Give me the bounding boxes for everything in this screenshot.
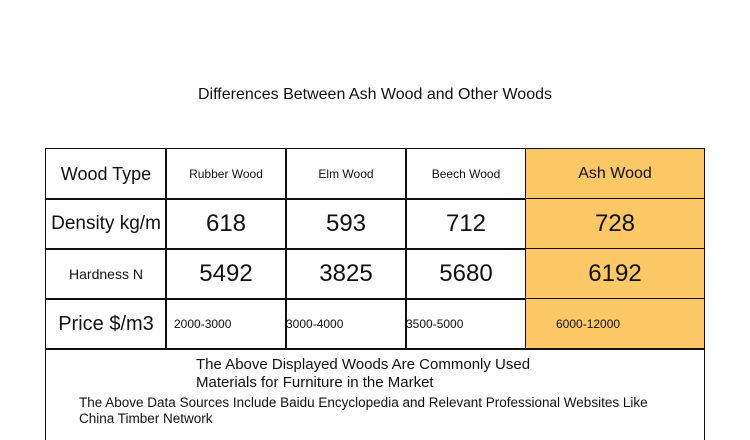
hardness-rubber: 5492 [165, 248, 287, 300]
density-rubber: 618 [165, 198, 287, 250]
header-beech-wood: Beech Wood [405, 148, 527, 200]
row-label-price: Price $/m3 [45, 298, 167, 350]
price-cell-rubber [165, 298, 287, 350]
comparison-table [45, 148, 705, 440]
density-ash: 728 [525, 198, 705, 250]
notes-box [45, 348, 705, 440]
price-beech: 3500-5000 [406, 317, 464, 331]
hardness-beech: 5680 [405, 248, 527, 300]
row-label-density: Density kg/m [45, 198, 167, 250]
density-elm: 593 [285, 198, 407, 250]
header-elm-wood: Elm Wood [285, 148, 407, 200]
hardness-elm: 3825 [285, 248, 407, 300]
price-rubber: 2000-3000 [174, 317, 232, 331]
header-wood-type: Wood Type [45, 148, 167, 200]
row-label-hardness: Hardness N [45, 248, 167, 300]
price-cell-beech [405, 298, 527, 350]
price-cell-ash [525, 298, 705, 350]
note-data-sources: The Above Data Sources Include Baidu Encyclopedia and Relevant Professional Websites Like China Timber Network [79, 395, 648, 426]
note-furniture-materials: The Above Displayed Woods Are Commonly Used Materials for Furniture in the Market [196, 356, 531, 391]
price-ash: 6000-12000 [556, 317, 621, 331]
price-cell-elm [285, 298, 407, 350]
page-title: Differences Between Ash Wood and Other Woods [198, 86, 552, 103]
header-ash-wood: Ash Wood [525, 148, 705, 200]
price-elm: 3000-4000 [286, 317, 344, 331]
header-rubber-wood: Rubber Wood [165, 148, 287, 200]
hardness-ash: 6192 [525, 248, 705, 300]
density-beech: 712 [405, 198, 527, 250]
